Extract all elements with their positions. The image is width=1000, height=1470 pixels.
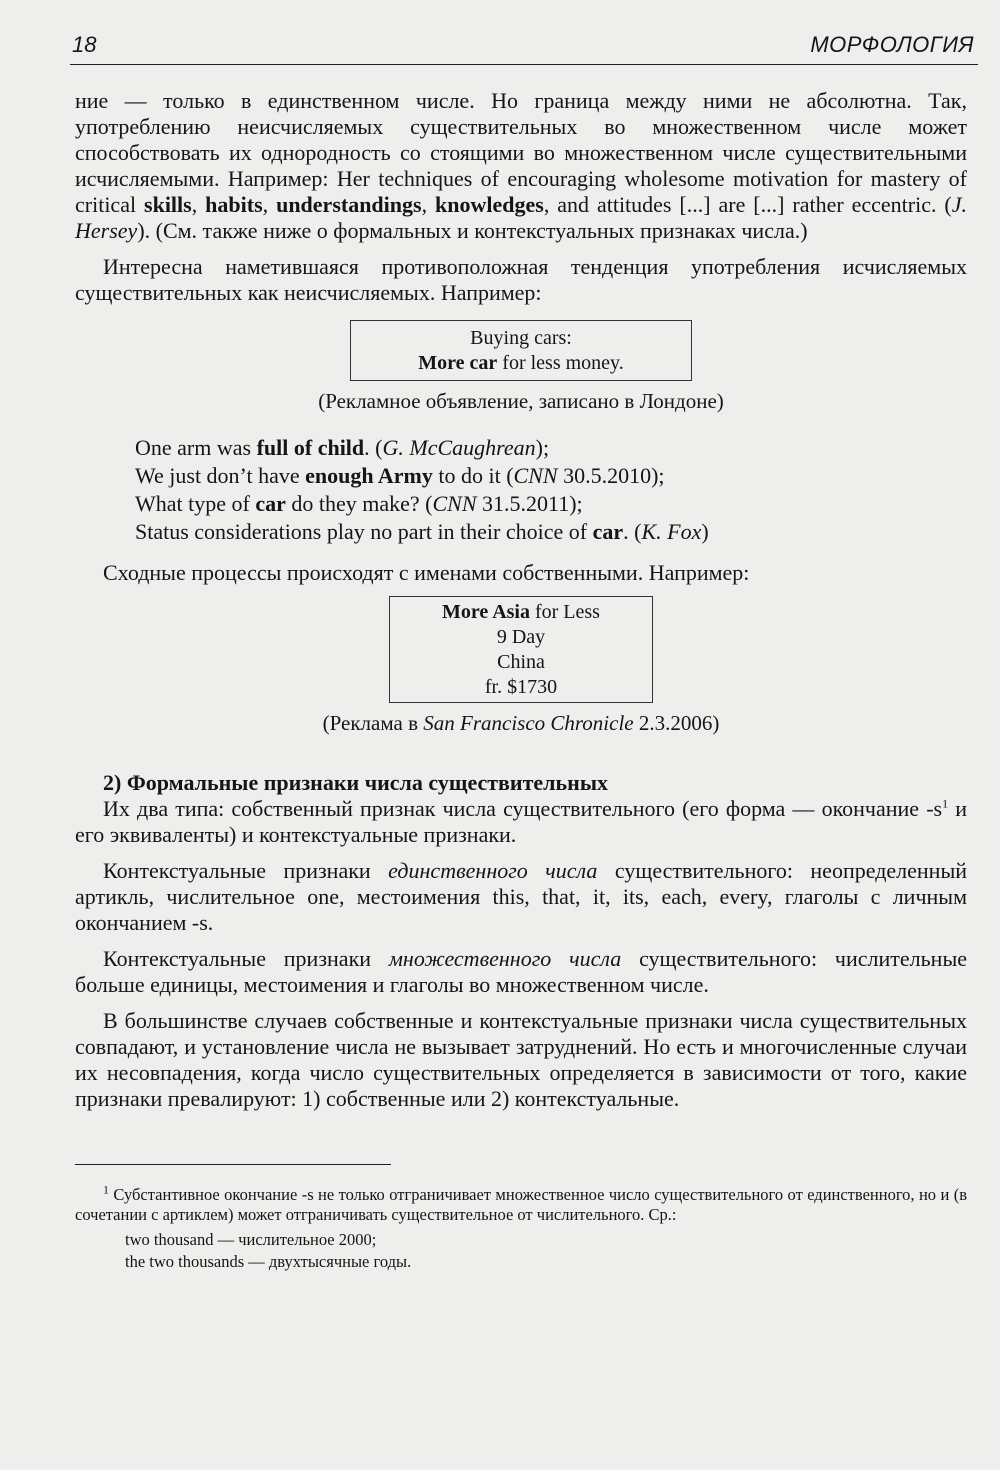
- footnote-mark: 1: [103, 1182, 109, 1197]
- page-number: 18: [72, 32, 97, 57]
- example-line: One arm was full of child. (G. McCaughrean);: [135, 435, 550, 460]
- footnote: $^1$ Субстантивное окончание -s не только отграничивает множественное число существительного от единственного, но и (в сочетании с артиклем) может отграничивать существительное от числительного. Ср.:: [75, 1182, 967, 1224]
- example-list: [135, 434, 967, 546]
- footnote-divider: [75, 1164, 391, 1165]
- paragraph-2: Интересна наметившаяся противоположная тенденция употребления исчисляемых существительных как неисчисляемых. Например:: [75, 254, 967, 305]
- section-title: МОРФОЛОГИЯ: [810, 32, 974, 57]
- paragraph-7: В большинстве случаев собственные и контекстуальные признаки числа существительных совпадают, и установление числа не вызывает затруднений. Но есть и многочисленные случаи их несовпадения, когда число существительных определяется в зависимости от того, какие признаки превалируют: 1) собственные или 2) контекстуальные.: [75, 1008, 967, 1111]
- ad-caption-london: (Рекламное объявление, записано в Лондоне): [318, 389, 724, 413]
- ad-line: fr. $1730: [484, 676, 558, 698]
- footnote-ref: 1: [942, 796, 949, 811]
- running-head: [70, 30, 978, 65]
- paragraph-4: Их два типа: собственный признак числа существительного (его форма — окончание $-s^1$ и его эквиваленты) и контекстуальные признаки.: [75, 796, 967, 847]
- advertisement-box-asia: [389, 596, 653, 703]
- paragraph-1: ние — только в единственном числе. Но граница между ними не абсолютна. Так, употреблению неисчисляемых существительных во множественном числе может способствовать их однородность со стоящими во множественном числе существительными исчисляемыми. Например: Her techniques of encouraging wholesome motivation for mastery of critical skills, habits, understandings, knowledges, and attitudes [...] are [...] rather eccentric. (J. Hersey). (См. также ниже о формальных и контекстуальных признаках числа.): [75, 88, 968, 243]
- advertisement-box-cars: [350, 320, 692, 381]
- ad-caption-chronicle: (Реклама в San Francisco Chronicle 2.3.2006): [322, 711, 720, 735]
- footnote-line: the two thousands — двухтысячные годы.: [125, 1252, 412, 1271]
- section-heading: 2) Формальные признаки числа существительных: [103, 770, 609, 795]
- paragraph-6: Контекстуальные признаки множественного числа существительного: числительные больше единицы, местоимения и глаголы во множественном числе.: [75, 946, 967, 997]
- example-line: What type of car do they make? (CNN 31.5.2011);: [135, 491, 583, 516]
- ad-line: 9 Day: [496, 626, 546, 648]
- ad-line: China: [497, 651, 545, 673]
- example-line: We just don’t have enough Army to do it (CNN 30.5.2010);: [135, 463, 665, 488]
- ad-line: More car for less money.: [418, 352, 624, 374]
- ad-line: More Asia for Less: [442, 601, 600, 623]
- page-body: [75, 88, 967, 1273]
- example-line: Status considerations play no part in their choice of car. (K. Fox): [135, 519, 709, 544]
- paragraph-3: Сходные процессы происходят с именами собственными. Например:: [103, 560, 750, 585]
- ad-line: Buying cars:: [470, 327, 572, 349]
- footnote-line: two thousand — числительное 2000;: [125, 1230, 377, 1249]
- footnote-examples: [125, 1229, 967, 1273]
- paragraph-5: Контекстуальные признаки единственного числа существительного: неопределенный артикль, числительное one, местоимения this, that, it, its, each, every, глаголы с личным окончанием -s.: [75, 858, 967, 935]
